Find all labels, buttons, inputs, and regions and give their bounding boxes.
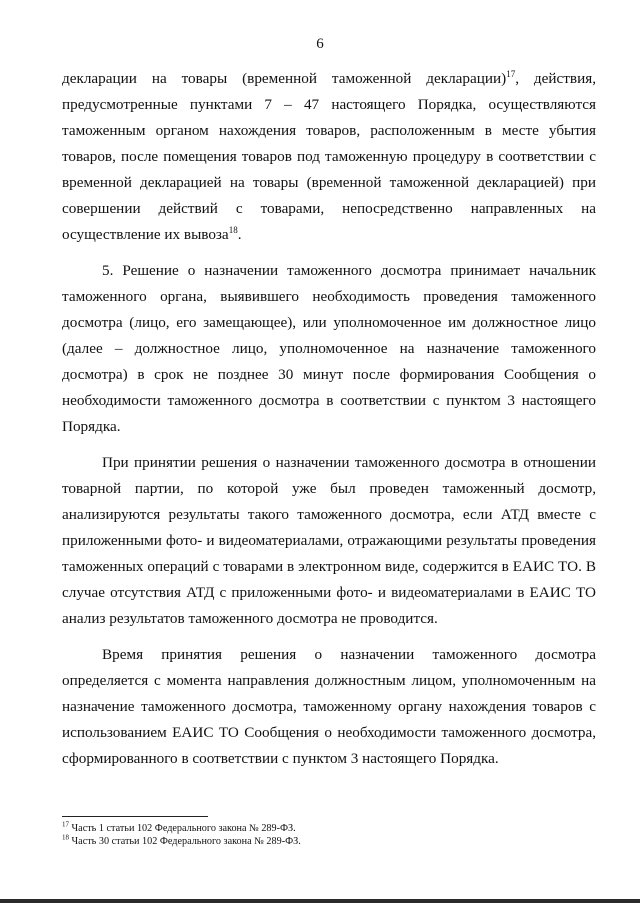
- footnote-17: [62, 822, 596, 835]
- paragraph-continuation: [62, 66, 596, 248]
- footnote-mark: 18: [62, 833, 69, 842]
- footnotes: [62, 822, 596, 848]
- paragraph: При принятии решения о назначении таможенного досмотра в отношении товарной партии, по которой уже был проведен таможенный досмотр, анализируются результаты такого таможенного досмотра, если АТД вместе с приложенными фото- и видеоматериалами, отражающими результаты проведения таможенных операций с товарами в электронном виде, содержится в ЕАИС ТО. В случае отсутствия АТД с приложенными фото- и видеоматериалами в ЕАИС ТО анализ результатов таможенного досмотра не проводится.: [62, 454, 596, 627]
- paragraph-item-5: 5. Решение о назначении таможенного досмотра принимает начальник таможенного органа, выявившего необходимость проведения таможенного досмотра (лицо, его замещающее), или уполномоченное им должностное лицо (далее – должностное лицо, уполномоченное на назначение таможенного досмотра) в срок не позднее 30 минут после формирования Сообщения о необходимости таможенного досмотра в соответствии с пунктом 3 настоящего Порядка.: [62, 262, 596, 435]
- footnote-mark: 17: [62, 820, 69, 829]
- footnote-ref-18[interactable]: 18: [228, 224, 238, 235]
- footnote-text: Часть 1 статьи 102 Федерального закона № 289-ФЗ.: [69, 823, 296, 834]
- document-body: [62, 66, 596, 772]
- footnote-text: Часть 30 статьи 102 Федерального закона № 289-ФЗ.: [69, 836, 301, 847]
- paragraph: Время принятия решения о назначении таможенного досмотра определяется с момента направления должностным лицом, уполномоченным на назначение таможенного досмотра, таможенному органу нахождения товаров с использованием ЕАИС ТО Сообщения о необходимости таможенного досмотра, сформированного в соответствии с пунктом 3 настоящего Порядка.: [62, 646, 596, 767]
- paragraph-text: декларации на товары (временной таможенной декларации): [62, 70, 507, 87]
- footnote-ref-17[interactable]: 17: [506, 68, 516, 79]
- paragraph-text: .: [237, 226, 242, 243]
- page-number: 6: [316, 36, 324, 52]
- footnote-separator: [62, 816, 208, 817]
- footnote-18: [62, 835, 596, 848]
- paragraph-text: , действия, предусмотренные пунктами 7 – 47 настоящего Порядка, осуществляются таможенным органом нахождения товаров, расположенным в месте убытия товаров, после помещения товаров под таможенную процедуру в соответствии с временной декларацией на товары (временной таможенной декларацией) при совершении действий с товарами, непосредственно направленных на осуществление их вывоза: [62, 70, 596, 243]
